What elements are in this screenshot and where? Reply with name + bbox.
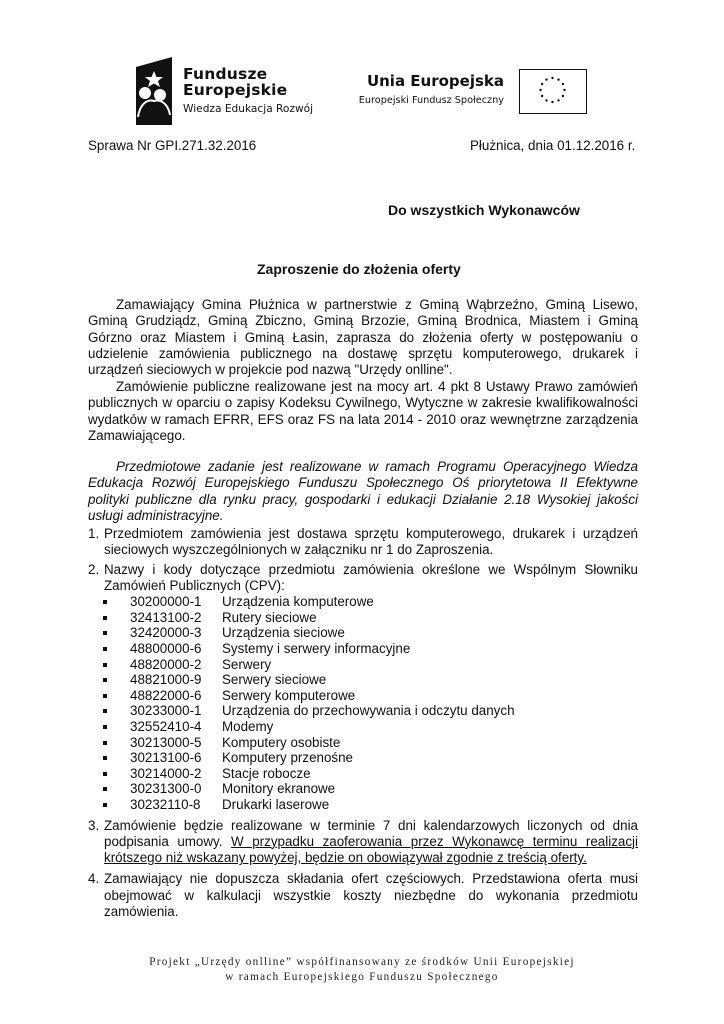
footer-line1: Projekt „Urzędy onlline” współfinansowany ze środków Unii Europejskiej (149, 956, 575, 968)
cpv-name: Drukarki laserowe (222, 796, 330, 812)
cpv-code: 48821000-9 (130, 672, 202, 688)
cpv-name: Serwery (222, 656, 272, 672)
bullet-square-icon (103, 803, 107, 807)
list-item-underlined-text: W przypadku zaoferowania przez Wykonawcę terminu realizacji krótszego niż wskazany powyżej, będzie on obowiązywał zgodnie z treścią oferty. (104, 833, 638, 866)
bullet-square-icon (103, 709, 107, 713)
cpv-item (103, 750, 638, 766)
cpv-list (103, 594, 638, 812)
cpv-code: 30231300-0 (130, 781, 202, 797)
bullet-square-icon (103, 663, 107, 667)
cpv-item (103, 703, 638, 719)
cpv-item (103, 766, 638, 782)
list-item-text: Zamówienie będzie realizowane w terminie 7 dni kalendarzowych liczonych od dnia podpisania umowy. (104, 817, 638, 849)
cpv-name: Urządzenia sieciowe (222, 625, 345, 641)
cpv-item (103, 641, 638, 657)
fundusze-europejskie-logo (136, 55, 316, 127)
list-item-1 (88, 526, 638, 559)
bullet-square-icon (103, 616, 107, 620)
cpv-item (103, 672, 638, 688)
paragraph-text: Przedmiotowe zadanie jest realizowane w ramach Programu Operacyjnego Wiedza Edukacja Rozwój Europejskiego Funduszu Społecznego Oś priorytetowa II Efektywne polityki publiczne dla rynku pracy, gospodarki i edukacji Działanie 2.18 Wysokiej jakości usługi administracyjne. (88, 459, 638, 523)
cpv-code: 32420000-3 (130, 625, 202, 641)
cpv-item (103, 719, 638, 735)
funds-star-figure-icon (136, 57, 172, 125)
numbered-list (88, 526, 638, 920)
cpv-code: 48820000-2 (130, 656, 202, 672)
list-number: 3. (88, 817, 100, 833)
list-item-4 (88, 871, 638, 920)
bullet-square-icon (103, 741, 107, 745)
bullet-square-icon (103, 756, 107, 760)
list-item-3 (88, 818, 638, 867)
footer-line2: w ramach Europejskiego Funduszu Społecznego (225, 970, 499, 983)
cpv-name: Urządzenia do przechowywania i odczytu danych (222, 703, 515, 719)
cpv-item (103, 688, 638, 704)
eu-flag-icon (519, 69, 587, 114)
bullet-square-icon (103, 772, 107, 776)
place-date: Płużnica, dnia 01.12.2016 r. (470, 138, 636, 153)
paragraph-text: Zamówienie publiczne realizowane jest na mocy art. 4 pkt 8 Ustawy Prawo zamówień publicznych w oparciu o zapisy Kodeksu Cywilnego, Wytyczne w zakresie kwalifikowalności wydatków w ramach EFRR, EFS oraz FS na lata 2014 - 2010 oraz wewnętrzne zarządzenia Zamawiającego. (88, 379, 638, 443)
ue-logo-line1: Unia Europejska (366, 72, 504, 90)
cpv-item (103, 735, 638, 751)
recipient-heading: Do wszystkich Wykonawców (388, 202, 580, 218)
paragraph-intro (88, 297, 638, 378)
page-footer (0, 955, 724, 984)
cpv-item (103, 657, 638, 673)
list-item-2 (88, 562, 638, 813)
cpv-name: Stacje robocze (222, 765, 311, 781)
bullet-square-icon (103, 631, 107, 635)
ue-logo-line2: Europejski Fundusz Społeczny (358, 95, 504, 106)
list-item-text: Zamawiający nie dopuszcza składania ofert częściowych. Przedstawiona oferta musi obejmować w kalkulacji wszystkie koszty niezbędne do wykonania przedmiotu zamówienia. (104, 871, 638, 919)
fe-logo-line1: Fundusze (183, 65, 268, 83)
cpv-code: 30213100-6 (130, 750, 202, 766)
cpv-code: 30214000-2 (130, 765, 202, 781)
document-title: Zaproszenie do złożenia oferty (257, 261, 461, 277)
cpv-name: Serwery komputerowe (222, 687, 356, 703)
list-item-text: Nazwy i kody dotyczące przedmiotu zamówienia określone we Wspólnym Słowniku Zamówień Publicznych (CPV): (104, 561, 638, 593)
bullet-square-icon (103, 647, 107, 651)
cpv-item (103, 610, 638, 626)
cpv-name: Urządzenia komputerowe (222, 594, 374, 610)
bullet-square-icon (103, 787, 107, 791)
list-item-text: Przedmiotem zamówienia jest dostawa sprzętu komputerowego, drukarek i urządzeń sieciowych wyszczególnionych w załączniku nr 1 do Zaproszenia. (104, 526, 638, 558)
cpv-code: 30200000-1 (130, 594, 202, 610)
bullet-square-icon (103, 600, 107, 604)
cpv-item (103, 781, 638, 797)
cpv-item (103, 594, 638, 610)
case-number: Sprawa Nr GPI.271.32.2016 (88, 138, 257, 153)
bullet-square-icon (103, 694, 107, 698)
cpv-item (103, 625, 638, 641)
paragraph-legal-basis (88, 379, 638, 444)
cpv-name: Serwery sieciowe (222, 672, 327, 688)
cpv-name: Komputery osobiste (222, 734, 341, 750)
list-number: 1. (88, 526, 100, 541)
cpv-code: 30233000-1 (130, 703, 202, 719)
cpv-name: Modemy (222, 718, 274, 734)
cpv-name: Systemy i serwery informacyjne (222, 640, 411, 656)
bullet-square-icon (103, 678, 107, 682)
list-number: 2. (88, 561, 100, 577)
cpv-code: 32552410-4 (130, 718, 202, 734)
cpv-code: 30213000-5 (130, 734, 202, 750)
cpv-code: 32413100-2 (130, 609, 202, 625)
paragraph-text: Zamawiający Gmina Płużnica w partnerstwie z Gminą Wąbrzeźno, Gminą Lisewo, Gminą Grudziądz, Gminą Zbiczno, Gminą Brzozie, Gminą Brodnica, Miastem i Gminą Górzno oraz Miastem i Gminą Łasin, zaprasza do złożenia oferty w postępowaniu o udzielenie zamówienia publicznego na dostawę sprzętu komputerowego, drukarek i urządzeń sieciowych w projekcie pod nazwą "Urzędy onlline". (88, 297, 638, 378)
cpv-code: 48822000-6 (130, 687, 202, 703)
fe-logo-line2: Europejskie (183, 81, 288, 99)
paragraph-program (88, 459, 638, 524)
cpv-item (103, 797, 638, 813)
cpv-name: Rutery sieciowe (222, 609, 317, 625)
cpv-name: Monitory ekranowe (222, 781, 336, 797)
bullet-square-icon (103, 725, 107, 729)
cpv-name: Komputery przenośne (222, 750, 354, 766)
list-number: 4. (88, 871, 100, 887)
cpv-code: 30232110-8 (130, 796, 201, 812)
cpv-code: 48800000-6 (130, 640, 202, 656)
fe-logo-line3: Wiedza Edukacja Rozwój (183, 103, 314, 115)
unia-europejska-logo-text (348, 72, 504, 110)
